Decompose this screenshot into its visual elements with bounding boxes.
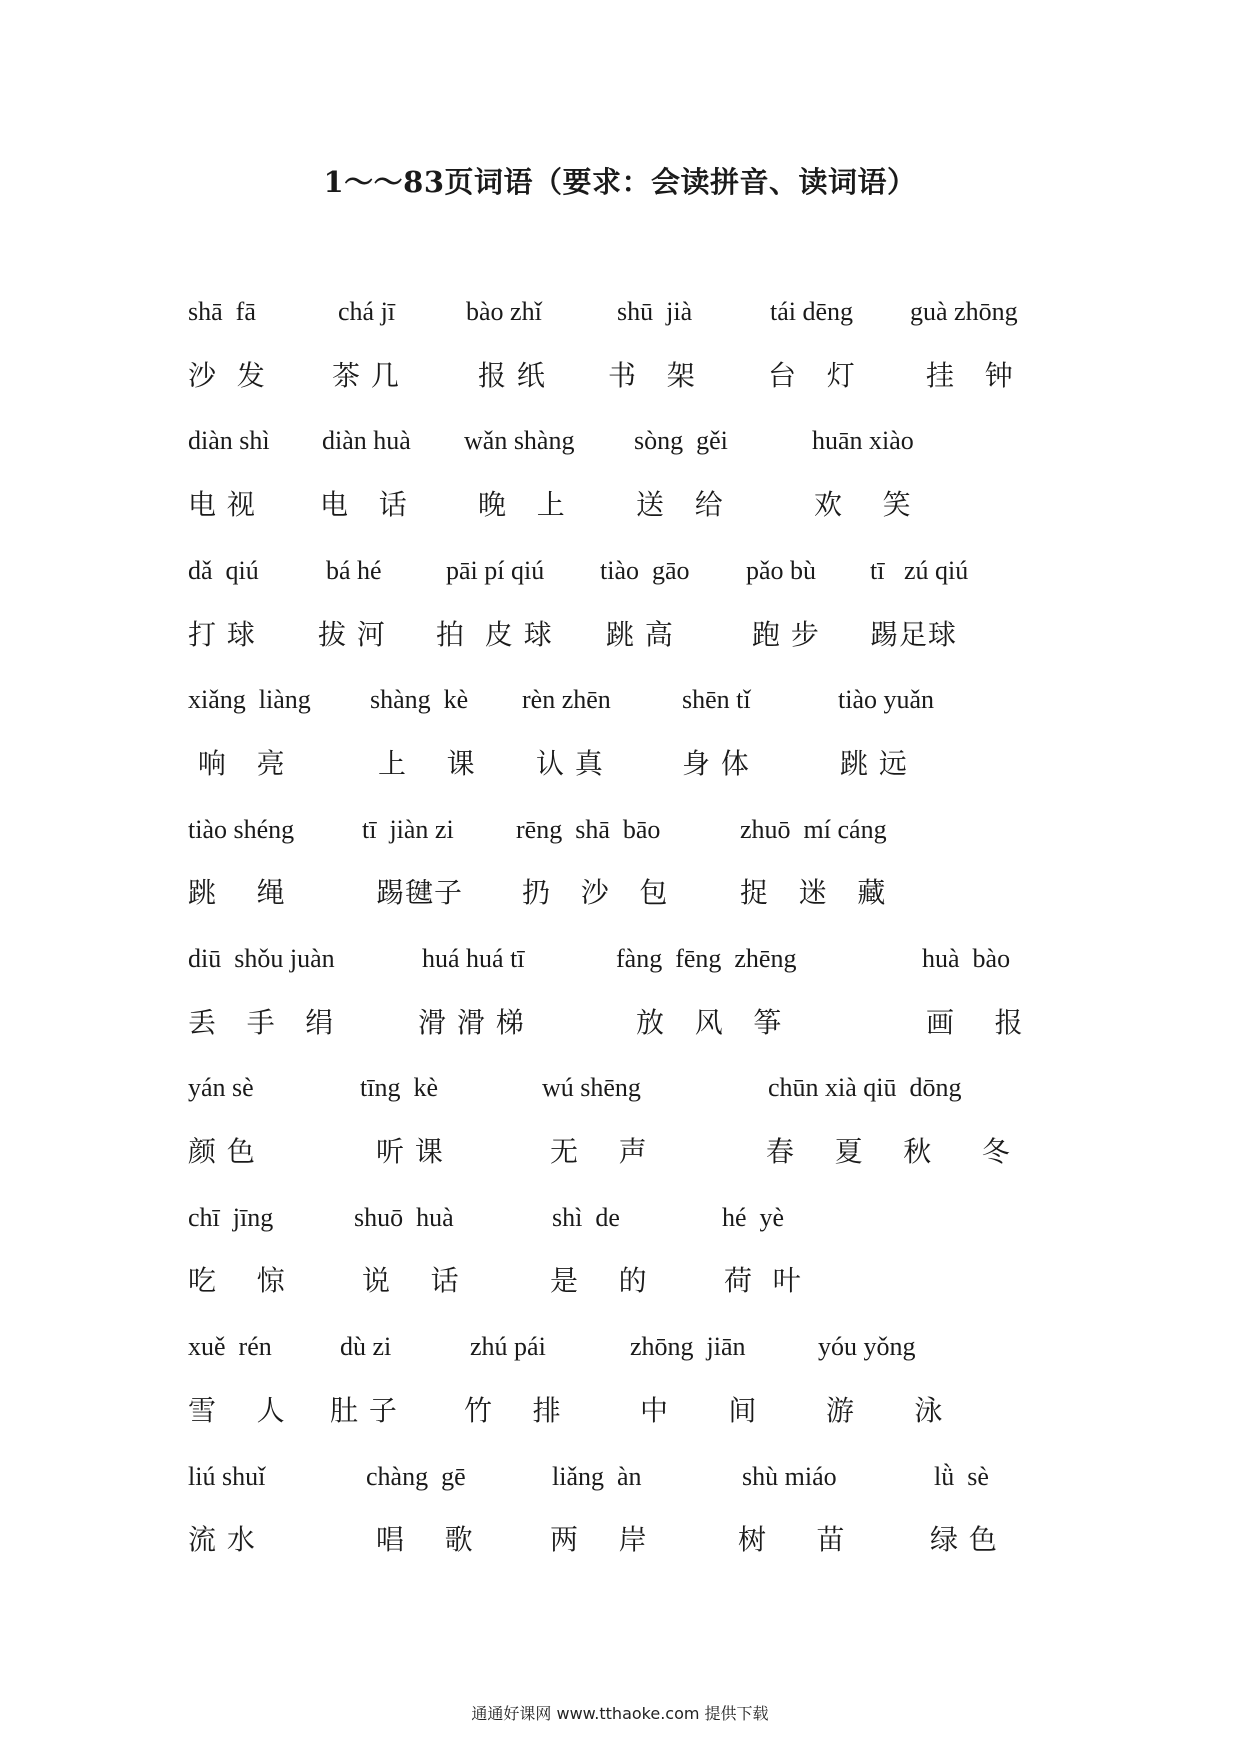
pinyin: huá huá tī: [422, 944, 525, 973]
word: 画 报: [926, 1006, 1024, 1039]
word: 扔 沙 包: [522, 876, 669, 909]
word: 茶 几: [332, 359, 400, 392]
word: 晚 上: [478, 488, 566, 521]
word: 树 苗: [738, 1523, 846, 1556]
word: 两 岸: [550, 1523, 648, 1556]
pinyin: chūn xià qiū dōng: [768, 1073, 962, 1102]
footer-text: 通通好课网 www.tthaoke.com 提供下载: [471, 1704, 769, 1723]
pinyin: zhú pái: [470, 1332, 546, 1361]
pinyin: shàng kè: [370, 685, 469, 714]
pinyin: chī jīng: [188, 1203, 274, 1232]
word: 滑 滑 梯: [418, 1006, 525, 1039]
pinyin: shù miáo: [742, 1462, 837, 1491]
word: 踢足球: [870, 618, 958, 651]
word: 送 给: [636, 488, 724, 521]
word: 荷 叶: [724, 1264, 802, 1297]
pinyin: pāi pí qiú: [446, 556, 545, 585]
pinyin: hé yè: [722, 1203, 785, 1232]
pinyin: liú shuǐ: [188, 1462, 266, 1491]
pinyin: xiǎng liàng: [188, 685, 311, 714]
pinyin: shā fā: [188, 297, 256, 326]
word: 跳 绳: [188, 876, 286, 909]
word: 雪 人: [188, 1394, 286, 1427]
word: 身 体: [682, 747, 750, 780]
pinyin: zhōng jiān: [630, 1332, 746, 1361]
pinyin-row: [0, 939, 1240, 979]
pinyin: guà zhōng: [910, 297, 1018, 326]
word: 春 夏 秋 冬: [766, 1135, 1011, 1168]
pinyin-row: [0, 1457, 1240, 1497]
pinyin-row: [0, 1327, 1240, 1367]
pinyin: sòng gěi: [634, 426, 728, 455]
pinyin: tái dēng: [770, 297, 854, 326]
pinyin: shuō huà: [354, 1203, 454, 1232]
word: 报 纸: [478, 359, 546, 392]
word: 颜 色: [188, 1135, 256, 1168]
word: 放 风 筝: [636, 1006, 783, 1039]
pinyin: diàn huà: [322, 426, 411, 455]
pinyin-row: [0, 292, 1240, 332]
pinyin: chàng gē: [366, 1462, 466, 1491]
word: 电 视: [188, 488, 256, 521]
pinyin: shēn tǐ: [682, 685, 751, 714]
word: 竹 排: [464, 1394, 562, 1427]
word: 上 课: [378, 747, 476, 780]
word: 唱 歌: [376, 1523, 474, 1556]
word: 丢 手 绢: [188, 1006, 335, 1039]
word: 电 话: [320, 488, 408, 521]
word: 绿 色: [930, 1523, 998, 1556]
pinyin: liǎng àn: [552, 1462, 642, 1491]
pinyin-row: [0, 680, 1240, 720]
word: 无 声: [550, 1135, 648, 1168]
pinyin: tiào gāo: [600, 556, 690, 585]
pinyin: chá jī: [338, 297, 396, 326]
pinyin: tīng kè: [360, 1073, 438, 1102]
word: 跑 步: [752, 618, 820, 651]
pinyin: tiào shéng: [188, 815, 295, 844]
page-title: 1～～83页词语（要求：会读拼音、读词语）: [323, 165, 917, 199]
pinyin: tiào yuǎn: [838, 685, 935, 714]
word: 听 课: [376, 1135, 444, 1168]
pinyin: bào zhǐ: [466, 297, 542, 326]
pinyin: pǎo bù: [746, 556, 817, 585]
word: 打 球: [188, 618, 256, 651]
word-row: [0, 1261, 1240, 1301]
pinyin: lǜ sè: [934, 1462, 989, 1491]
word: 沙 发: [188, 359, 266, 392]
word: 中 间: [640, 1394, 758, 1427]
word: 游 泳: [826, 1394, 944, 1427]
pinyin-row: [0, 551, 1240, 591]
word-row: [0, 1132, 1240, 1172]
word: 吃 惊: [188, 1264, 286, 1297]
word: 说 话: [362, 1264, 460, 1297]
word: 跳 远: [840, 747, 908, 780]
pinyin: shì de: [552, 1203, 620, 1232]
pinyin: bá hé: [326, 556, 382, 585]
word: 挂 钟: [926, 359, 1014, 392]
pinyin-row: [0, 810, 1240, 850]
word-row: [0, 873, 1240, 913]
pinyin-row: [0, 1198, 1240, 1238]
pinyin-row: [0, 421, 1240, 461]
word: 流 水: [188, 1523, 256, 1556]
pinyin: zhuō mí cáng: [740, 815, 887, 844]
word: 响 亮: [188, 747, 286, 780]
pinyin: shū jià: [617, 297, 693, 326]
word-row: [0, 356, 1240, 396]
pinyin: fàng fēng zhēng: [616, 944, 797, 973]
pinyin: rēng shā bāo: [516, 815, 661, 844]
word: 跳 高: [606, 618, 674, 651]
word: 欢 笑: [814, 488, 912, 521]
word-row: [0, 744, 1240, 784]
pinyin: yóu yǒng: [818, 1332, 916, 1361]
word: 认 真: [536, 747, 604, 780]
pinyin: rèn zhēn: [522, 685, 611, 714]
word-row: [0, 485, 1240, 525]
word-row: [0, 615, 1240, 655]
pinyin: diàn shì: [188, 426, 270, 455]
word: 踢毽子: [376, 876, 464, 909]
word: 捉 迷 藏: [740, 876, 887, 909]
word-row: [0, 1391, 1240, 1431]
pinyin: tī zú qiú: [870, 556, 969, 585]
pinyin: dǎ qiú: [188, 556, 259, 585]
pinyin: huà bào: [922, 944, 1011, 973]
word: 肚 子: [330, 1394, 398, 1427]
pinyin: diū shǒu juàn: [188, 944, 335, 973]
word-row: [0, 1520, 1240, 1560]
word: 是 的: [550, 1264, 648, 1297]
pinyin: wú shēng: [542, 1073, 641, 1102]
word: 书 架: [608, 359, 696, 392]
pinyin: wǎn shàng: [464, 426, 575, 455]
pinyin: xuě rén: [188, 1332, 272, 1361]
pinyin: yán sè: [188, 1073, 254, 1102]
word: 拔 河: [318, 618, 386, 651]
pinyin: tī jiàn zi: [362, 815, 454, 844]
word: 台 灯: [768, 359, 856, 392]
pinyin: dù zi: [340, 1332, 392, 1361]
pinyin: huān xiào: [812, 426, 914, 455]
word-row: [0, 1003, 1240, 1043]
word: 拍 皮 球: [436, 618, 553, 651]
pinyin-row: [0, 1068, 1240, 1108]
